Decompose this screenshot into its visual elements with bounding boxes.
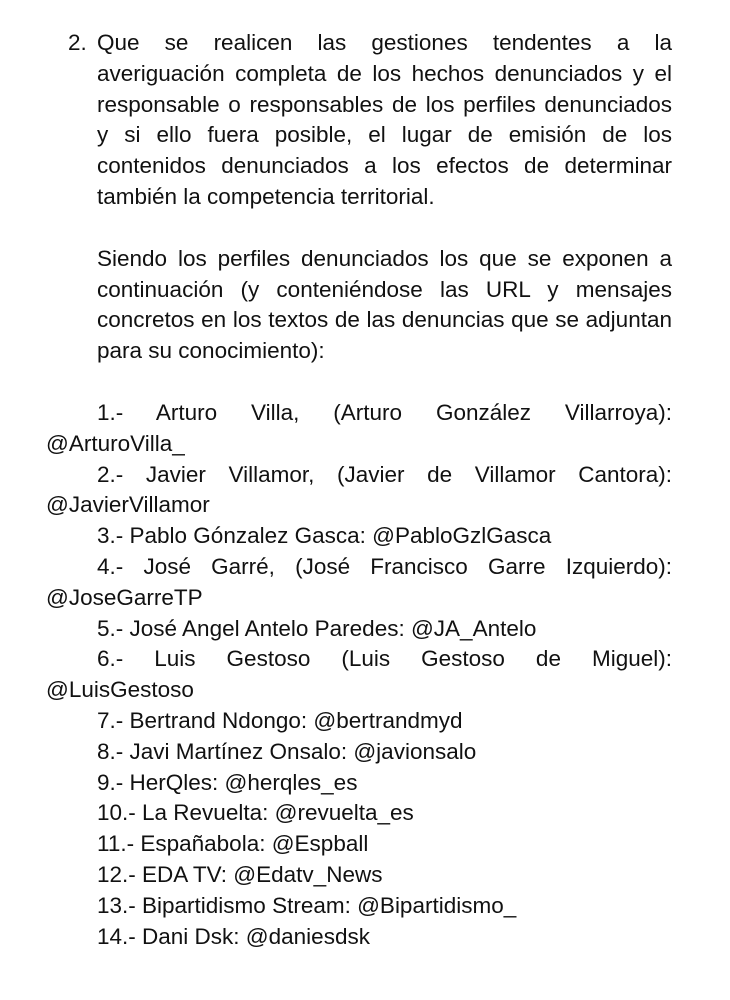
profile-item: 2.- Javier Villamor, (Javier de Villamor Cantora): @JavierVillamor [46, 461, 672, 518]
numbered-paragraph [68, 28, 672, 213]
paragraph-text: Que se realicen las gestiones tendentes a la averiguación completa de los hechos denunciados y el responsable o responsables de los perfiles denunciados y si ello fuera posible, el lugar de emisión de los contenidos denunciados a los efectos de determinar también la competencia territorial. [97, 30, 672, 209]
profile-item: 10.- La Revuelta: @revuelta_es [97, 800, 414, 826]
profile-item: 4.- José Garré, (José Francisco Garre Izquierdo): @JoseGarreTP [46, 553, 672, 610]
profile-item: 6.- Luis Gestoso (Luis Gestoso de Miguel): @LuisGestoso [46, 646, 672, 703]
profile-item: 8.- Javi Martínez Onsalo: @javionsalo [97, 738, 477, 764]
profile-item: 13.- Bipartidismo Stream: @Bipartidismo_ [97, 892, 517, 918]
paragraph-number: 2. [68, 30, 87, 55]
profile-item: 7.- Bertrand Ndongo: @bertrandmyd [97, 707, 463, 733]
profile-item: 3.- Pablo Gónzalez Gasca: @PabloGzlGasca [97, 523, 552, 549]
profile-item: 5.- José Angel Antelo Paredes: @JA_Antelo [97, 615, 537, 641]
profile-list [46, 398, 672, 952]
paragraph-spacer [46, 213, 672, 244]
profile-item: 11.- Españabola: @Espball [97, 831, 369, 857]
profile-item: 9.- HerQles: @herqles_es [97, 769, 358, 795]
profile-item: 14.- Dani Dsk: @daniesdsk [97, 923, 370, 949]
profile-item: 1.- Arturo Villa, (Arturo González Villarroya): @ArturoVilla_ [46, 399, 672, 456]
document-page [46, 28, 672, 952]
intro-paragraph: Siendo los perfiles denunciados los que se exponen a continuación (y conteniéndose las URL y mensajes concretos en los textos de las denuncias que se adjuntan para su conocimiento): [97, 245, 672, 364]
paragraph-spacer [46, 367, 672, 398]
profile-item: 12.- EDA TV: @Edatv_News [97, 861, 383, 887]
